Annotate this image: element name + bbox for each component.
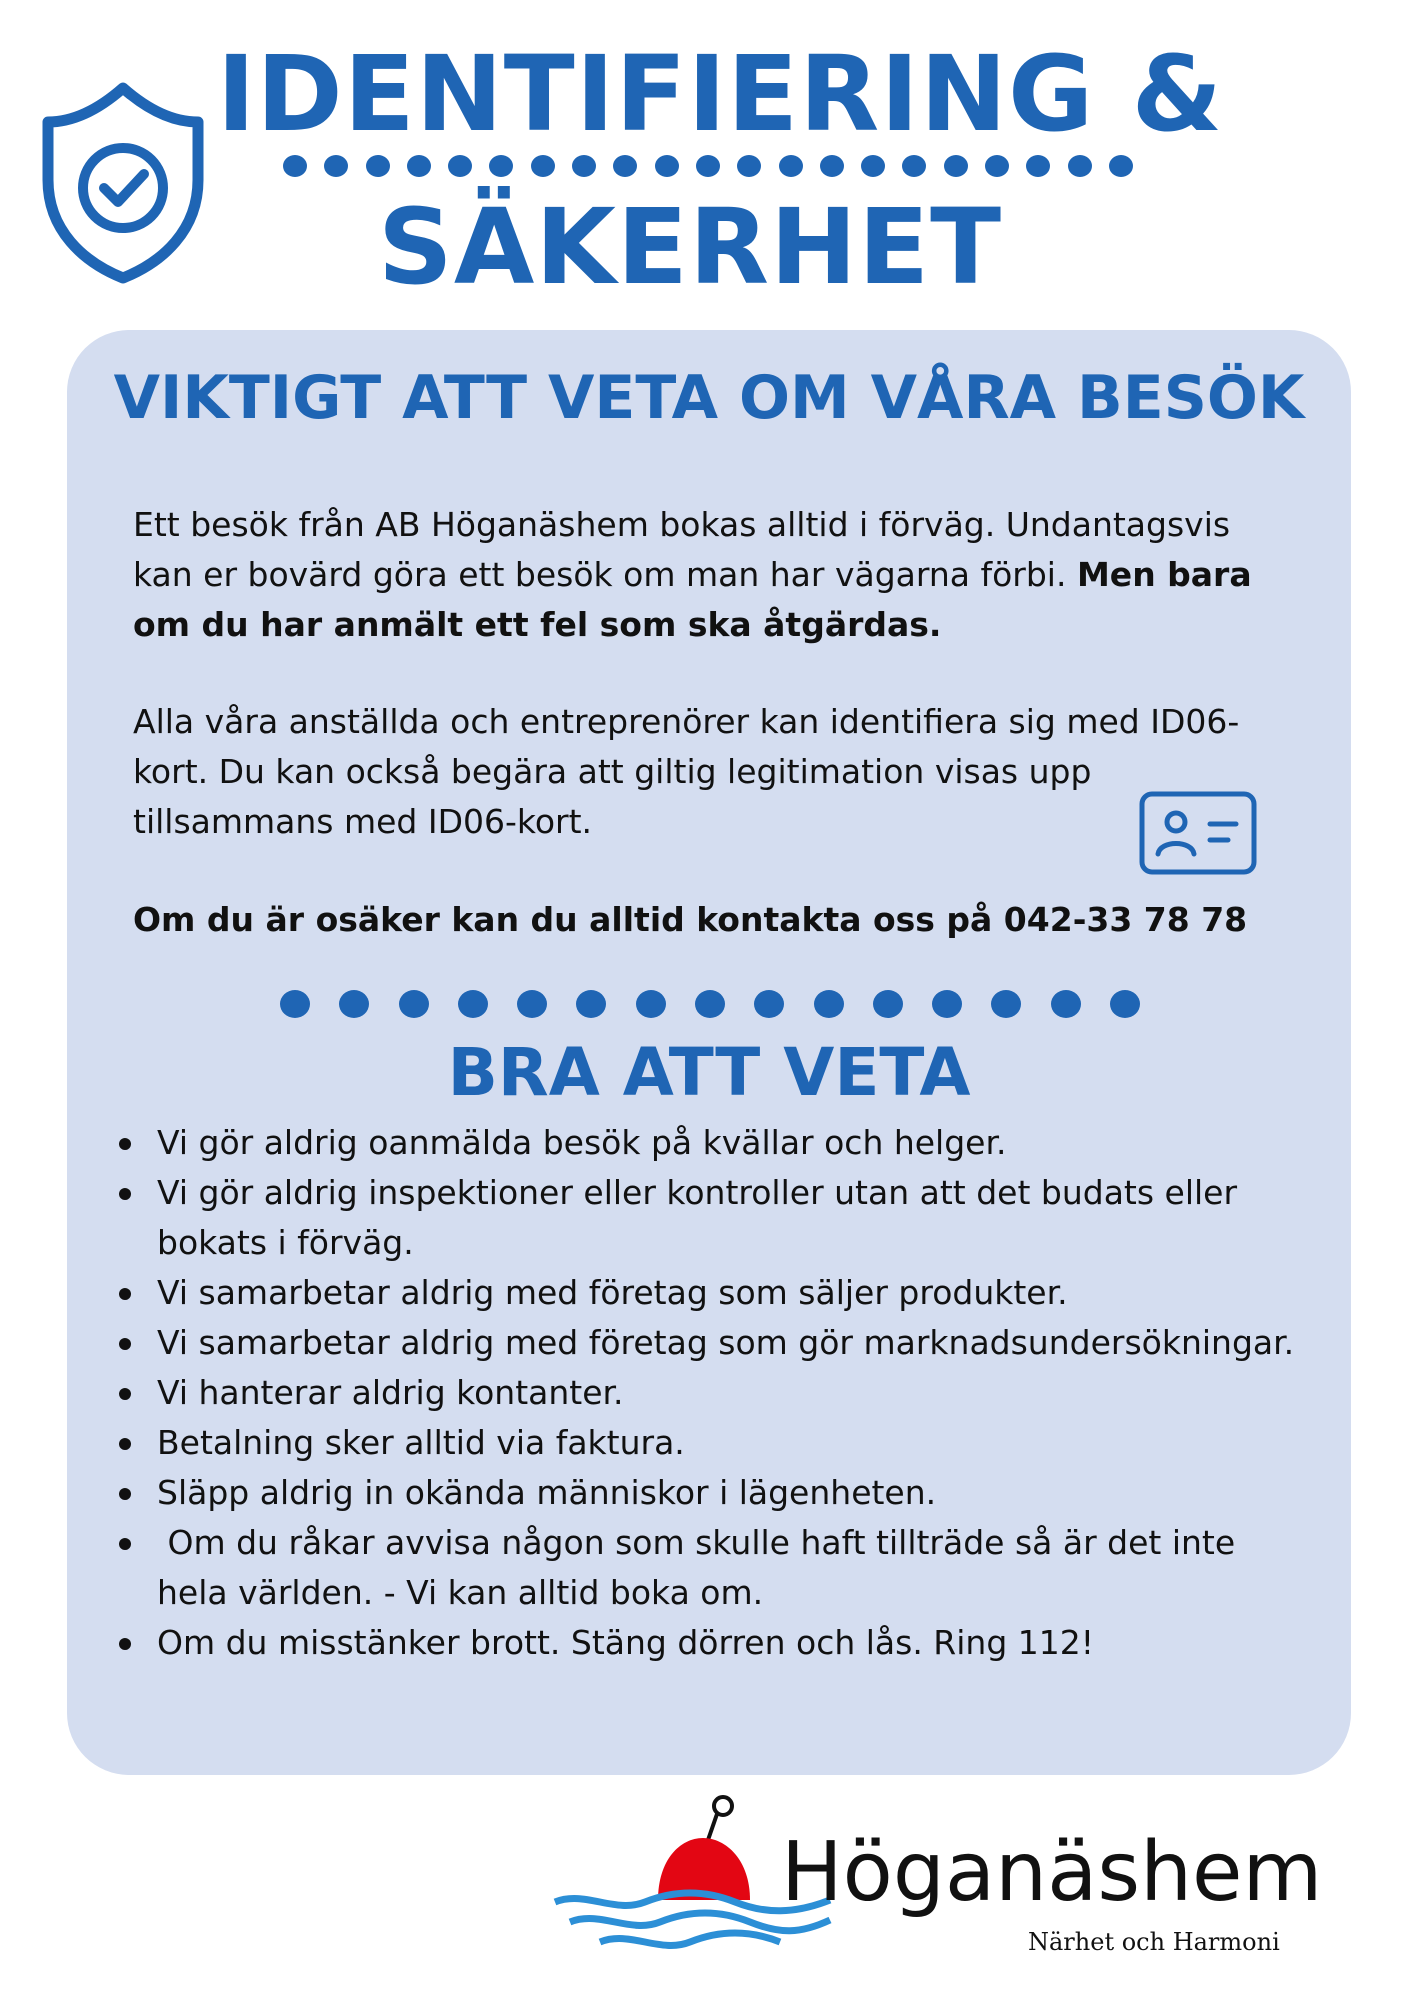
id06-paragraph: Alla våra anställda och entreprenörer kan identifiera sig med ID06-kort. Du kan också begära att giltig legitimation visas upp tillsammans med ID06-kort. bbox=[133, 702, 1240, 841]
booking-text: Ett besök från AB Höganäshem bokas alltid i förväg. Undantagsvis kan er bovärd göra ett besök om man har vägarna förbi. bbox=[133, 505, 1231, 594]
dot-divider bbox=[280, 990, 1140, 1018]
list-item: Vi hanterar aldrig kontanter. bbox=[115, 1368, 1315, 1418]
section-heading-visits: VIKTIGT ATT VETA OM VÅRA BESÖK bbox=[113, 363, 1305, 433]
list-item: Vi samarbetar aldrig med företag som gör marknadsundersökningar. bbox=[115, 1318, 1315, 1368]
company-logo bbox=[545, 1790, 1385, 1960]
list-item: Om du råkar avvisa någon som skulle haft tillträde så är det inte hela världen. - Vi kan alltid boka om. bbox=[115, 1518, 1315, 1618]
list-item: Om du misstänker brott. Stäng dörren och lås. Ring 112! bbox=[115, 1618, 1315, 1668]
contact-text: Om du är osäker kan du alltid kontakta oss på 042-33 78 78 bbox=[133, 900, 1248, 939]
list-item: Vi samarbetar aldrig med företag som säljer produkter. bbox=[115, 1268, 1315, 1318]
booking-bold-text: Men bara om du har anmält ett fel som ska åtgärdas. bbox=[133, 555, 1252, 644]
page-title-line1: IDENTIFIERING & bbox=[216, 33, 1224, 155]
tips-list bbox=[115, 1118, 1315, 1668]
brand-slogan: Närhet och Harmoni bbox=[1028, 1928, 1280, 1956]
page-title-line2: SÄKERHET bbox=[377, 186, 1003, 308]
list-item: Vi gör aldrig oanmälda besök på kvällar och helger. bbox=[115, 1118, 1315, 1168]
list-item: Betalning sker alltid via faktura. bbox=[115, 1418, 1315, 1468]
dot-divider bbox=[283, 155, 1133, 177]
id-card-icon bbox=[1138, 790, 1258, 876]
list-item: Vi gör aldrig inspektioner eller kontroller utan att det budats eller bokats i förväg. bbox=[115, 1168, 1315, 1268]
brand-name: Höganäshem bbox=[781, 1825, 1323, 1920]
booking-paragraph bbox=[133, 500, 1263, 650]
section-heading-good-to-know: BRA ATT VETA bbox=[447, 1034, 971, 1111]
list-item: Släpp aldrig in okända människor i lägenheten. bbox=[115, 1468, 1315, 1518]
